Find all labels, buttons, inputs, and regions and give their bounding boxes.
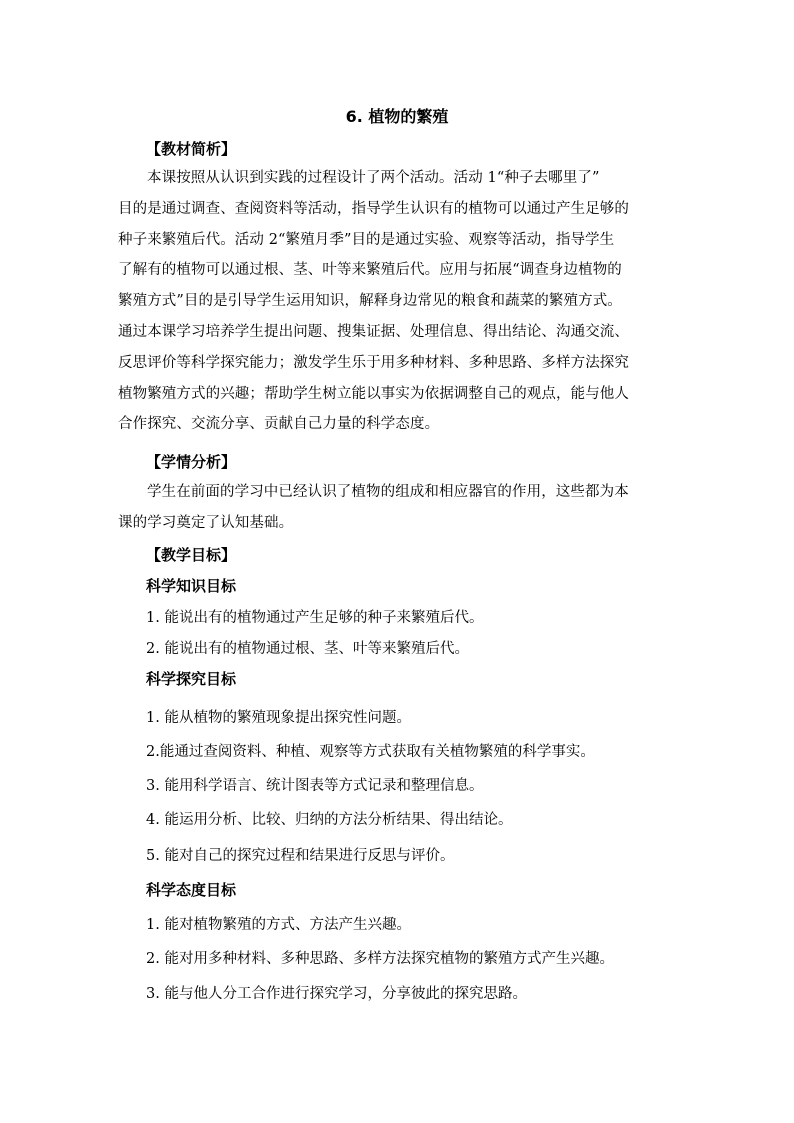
paragraph-line: 目的是通过调查、查阅资料等活动，指导学生认识有的植物可以通过产生足够的 — [118, 200, 629, 217]
goal-item: 1. 能从植物的繁殖现象提出探究性问题。 — [146, 710, 411, 726]
page-title: 6. 植物的繁殖 — [345, 107, 449, 126]
paragraph-line: 课的学习奠定了认知基础。 — [118, 514, 294, 531]
goal-item: 2.能通过查阅资料、种植、观察等方式获取有关植物繁殖的科学事实。 — [146, 744, 595, 760]
section-heading-goals: 【教学目标】 — [146, 546, 237, 564]
section-heading-textbook: 【教材简析】 — [146, 140, 237, 158]
goal-item: 5. 能对自己的探究过程和结果进行反思与评价。 — [146, 848, 455, 864]
goal-item: 2. 能对用多种材料、多种思路、多样方法探究植物的繁殖方式产生兴趣。 — [146, 951, 614, 967]
paragraph-line: 繁殖方式”目的是引导学生运用知识，解释身边常见的粮食和蔬菜的繁殖方式。 — [118, 293, 622, 310]
paragraph-line: 合作探究、交流分享、贡献自己力量的科学态度。 — [118, 416, 440, 433]
paragraph-line: 植物繁殖方式的兴趣；帮助学生树立能以事实为依据调整自己的观点，能与他人 — [118, 385, 629, 402]
goal-item: 4. 能运用分析、比较、归纳的方法分析结果、得出结论。 — [146, 812, 513, 828]
paragraph-line: 本课按照从认识到实践的过程设计了两个活动。活动 1“种子去哪里了” — [147, 170, 600, 186]
goal-item: 3. 能与他人分工合作进行探究学习，分享彼此的探究思路。 — [146, 986, 527, 1002]
paragraph-line: 反思评价等科学探究能力；激发学生乐于用多种材料、多种思路、多样方法探究 — [118, 354, 629, 371]
paragraph-learner — [118, 477, 690, 539]
paragraph-line: 种子来繁殖后代。活动 2“繁殖月季”目的是通过实验、观察等活动，指导学生 — [118, 231, 615, 248]
goal-item: 2. 能说出有的植物通过根、茎、叶等来繁殖后代。 — [146, 641, 469, 657]
section-heading-learner: 【学情分析】 — [146, 453, 237, 471]
subheading-inquiry: 科学探究目标 — [146, 670, 237, 688]
goal-item: 1. 能对植物繁殖的方式、方法产生兴趣。 — [146, 917, 411, 933]
paragraph-line: 了解有的植物可以通过根、茎、叶等来繁殖后代。应用与拓展“调查身边植物的 — [118, 262, 622, 279]
paragraph-line: 通过本课学习培养学生提出问题、搜集证据、处理信息、得出结论、沟通交流、 — [118, 323, 629, 340]
goal-item: 3. 能用科学语言、统计图表等方式记录和整理信息。 — [146, 778, 484, 794]
paragraph-line: 学生在前面的学习中已经认识了植物的组成和相应器官的作用，这些都为本 — [147, 484, 629, 500]
paragraph-textbook — [118, 163, 690, 440]
subheading-attitude: 科学态度目标 — [146, 881, 237, 899]
subheading-knowledge: 科学知识目标 — [146, 577, 237, 595]
goal-item: 1. 能说出有的植物通过产生足够的种子来繁殖后代。 — [146, 610, 484, 626]
